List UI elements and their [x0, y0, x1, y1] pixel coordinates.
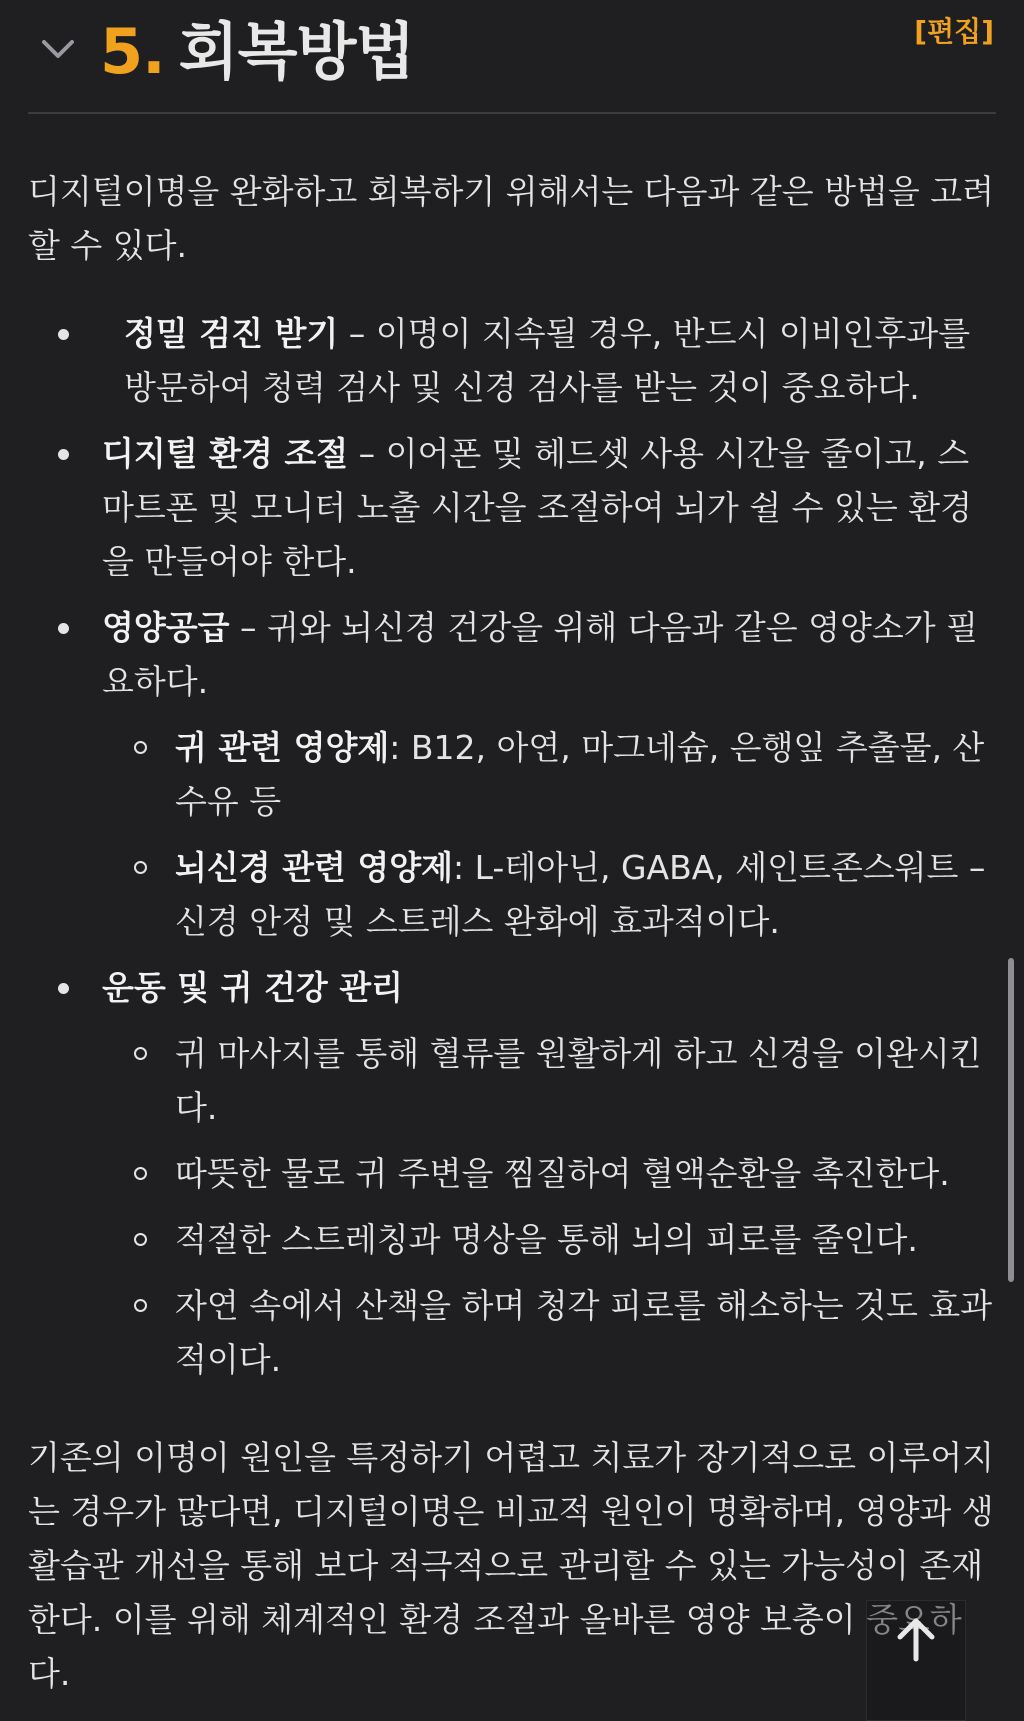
section-header	[0, 0, 1024, 114]
sub-item-text: 적절한 스트레칭과 명상을 통해 뇌의 피로를 줄인다.	[175, 1220, 918, 1259]
scroll-to-top-button[interactable]	[866, 1600, 966, 1721]
bullet-icon	[58, 449, 69, 460]
item-text: – 귀와 뇌신경 건강을 위해 다음과 같은 영양소가 필요하다.	[102, 608, 978, 701]
sub-list	[102, 1027, 996, 1387]
circle-bullet-icon	[134, 1299, 147, 1312]
list-item	[28, 961, 996, 1387]
list-item	[28, 427, 996, 589]
sub-list-item	[102, 1027, 996, 1135]
sub-list-item	[102, 1147, 996, 1201]
chevron-down-icon[interactable]	[38, 30, 78, 70]
sub-item-title: 귀 관련 영양제	[175, 728, 390, 767]
bullet-icon	[58, 983, 69, 994]
section-divider	[28, 112, 996, 114]
sub-item-title: 뇌신경 관련 영양제	[175, 848, 454, 887]
sub-item-text: : B12, 아연, 마그네슘, 은행잎 추출물, 산수유 등	[175, 728, 985, 821]
sub-list	[102, 721, 996, 949]
sub-list-item	[102, 1279, 996, 1387]
circle-bullet-icon	[134, 861, 147, 874]
intro-paragraph: 디지털이명을 완화하고 회복하기 위해서는 다음과 같은 방법을 고려할 수 있다.	[28, 172, 995, 265]
section-content	[28, 165, 996, 1701]
edit-link[interactable]: [편집]	[914, 15, 994, 48]
item-title: 운동 및 귀 건강 관리	[102, 968, 403, 1007]
bullet-icon	[58, 329, 69, 340]
list-item	[28, 601, 996, 949]
circle-bullet-icon	[134, 741, 147, 754]
sub-list-item	[102, 1213, 996, 1267]
bullet-icon	[58, 623, 69, 634]
list-item	[28, 307, 996, 415]
closing-paragraph: 기존의 이명이 원인을 특정하기 어렵고 치료가 장기적으로 이루어지는 경우가 많다면, 디지털이명은 비교적 원인이 명확하며, 영양과 생활습관 개선을 통해 보다 적극적으로 관리할 수 있는 가능성이 존재한다. 이를 위해 체계적인 환경 조절과 올바른 영양 보충이 중요하다.	[28, 1438, 995, 1693]
item-text: – 이명이 지속될 경우, 반드시 이비인후과를 방문하여 청력 검사 및 신경 검사를 받는 것이 중요하다.	[124, 314, 971, 407]
circle-bullet-icon	[134, 1233, 147, 1246]
sub-item-text: : L-테아닌, GABA, 세인트존스워트 – 신경 안정 및 스트레스 완화에 효과적이다.	[175, 848, 986, 941]
sub-item-text: 자연 속에서 산책을 하며 청각 피로를 해소하는 것도 효과적이다.	[175, 1286, 993, 1379]
sub-item-text: 따뜻한 물로 귀 주변을 찜질하여 혈액순환을 촉진한다.	[175, 1154, 950, 1193]
section-heading	[100, 12, 414, 92]
sub-list-item	[102, 721, 996, 829]
circle-bullet-icon	[134, 1047, 147, 1060]
item-text: – 이어폰 및 헤드셋 사용 시간을 줄이고, 스마트폰 및 모니터 노출 시간을 조절하여 뇌가 쉴 수 있는 환경을 만들어야 한다.	[102, 434, 972, 581]
item-title: 디지털 환경 조절	[102, 434, 349, 473]
sub-list-item	[102, 841, 996, 949]
method-list	[28, 307, 996, 1387]
section-title: 회복방법	[178, 15, 415, 88]
section-number: 5.	[100, 15, 165, 88]
sub-item-text: 귀 마사지를 통해 혈류를 원활하게 하고 신경을 이완시킨다.	[175, 1034, 982, 1127]
item-title: 정밀 검진 받기	[124, 314, 339, 353]
item-title: 영양공급	[102, 608, 230, 647]
circle-bullet-icon	[134, 1167, 147, 1180]
scrollbar-thumb[interactable]	[1008, 958, 1014, 1282]
